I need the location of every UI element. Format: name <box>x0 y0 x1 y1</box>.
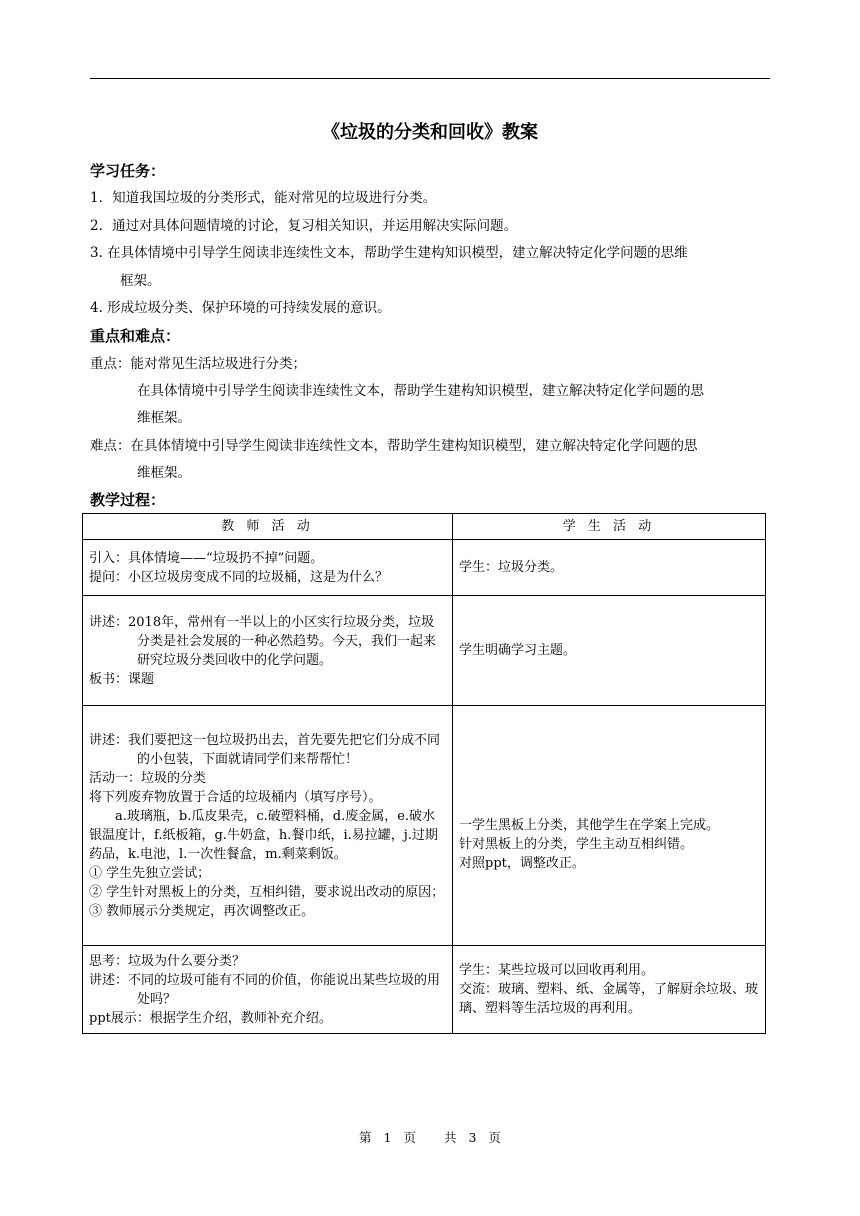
teacher-text: 思考：垃圾为什么要分类？ <box>89 953 246 969</box>
teacher-cell <box>83 946 453 1034</box>
student-text: 对照ppt，调整改正。 <box>459 856 585 871</box>
task-item-4: 4. 形成垃圾分类、保护环境的可持续发展的意识。 <box>90 300 391 316</box>
nandian-line-1 <box>90 436 770 456</box>
student-cell <box>453 540 766 596</box>
table-header-row <box>83 514 766 540</box>
zhongdian-text-1: 能对常见生活垃圾进行分类； <box>130 356 306 372</box>
teacher-text: ① 学生先独立尝试； <box>89 865 211 881</box>
teacher-text: 讲述：不同的垃圾可能有不同的价值，你能说出某些垃圾的用处吗？ <box>89 972 441 1007</box>
teacher-text: 板书：课题 <box>89 671 155 687</box>
key-points-heading: 重点和难点： <box>90 327 181 345</box>
teacher-text: 提问：小区垃圾房变成不同的垃圾桶，这是为什么？ <box>89 569 389 585</box>
zhongdian-line-2: 在具体情境中引导学生阅读非连续性文本，帮助学生建构知识模型，建立解决特定化学问题的思 <box>137 383 704 399</box>
student-text: 学生明确学习主题。 <box>459 643 577 658</box>
teacher-cell <box>83 596 453 706</box>
student-cell <box>453 706 766 946</box>
footer-text: 共 <box>443 1130 457 1145</box>
total-pages: 3 <box>468 1130 477 1145</box>
nandian-label: 难点： <box>90 438 131 454</box>
student-text: 学生：垃圾分类。 <box>459 560 564 575</box>
process-table <box>82 513 766 1034</box>
zhongdian-line-3: 维框架。 <box>137 410 191 426</box>
teacher-text: a.玻璃瓶，b.瓜皮果壳，c.破塑料桶，d.废金属，e.破水银温度计，f.纸板箱，g.牛奶盒，h.餐巾纸，i.易拉罐，j.过期药品，k.电池，l.一次性餐盒，m.剩菜剩饭。 <box>89 808 438 862</box>
student-text: 一学生黑板上分类，其他学生在学案上完成。 <box>459 818 720 833</box>
page-number: 1 <box>383 1130 392 1145</box>
table-row <box>83 706 766 946</box>
task-item-3: 3. 在具体情境中引导学生阅读非连续性文本，帮助学生建构知识模型，建立解决特定化学问题的思维 <box>90 245 688 261</box>
student-column-header: 学 生 活 动 <box>453 514 766 540</box>
teacher-text: 讲述：2018年，常州有一半以上的小区实行垃圾分类，垃圾分类是社会发展的一种必然趋势。今天，我们一起来研究垃圾分类回收中的化学问题。 <box>89 614 437 668</box>
zhongdian-label: 重点： <box>90 356 131 372</box>
table-row <box>83 596 766 706</box>
footer-text: 页 <box>403 1130 416 1145</box>
footer-text: 页 <box>488 1130 501 1145</box>
teacher-text: 将下列废弃物放置于合适的垃圾桶内（填写序号）。 <box>89 789 382 805</box>
student-cell <box>453 596 766 706</box>
teacher-text: 讲述：我们要把这一包垃圾扔出去，首先要先把它们分成不同的小包装，下面就请同学们来帮帮忙！ <box>89 732 441 767</box>
tasks-heading: 学习任务： <box>90 162 166 180</box>
teacher-cell <box>83 706 453 946</box>
process-heading: 教学过程： <box>90 491 166 509</box>
student-text: 学生：某些垃圾可以回收再利用。 <box>459 963 655 978</box>
table-row <box>83 946 766 1034</box>
teacher-text: 活动一：垃圾的分类 <box>89 770 207 786</box>
header-rule <box>90 78 770 79</box>
student-text: 针对黑板上的分类，学生主动互相纠错。 <box>459 837 694 852</box>
teacher-text: ppt展示：根据学生介绍，教师补充介绍。 <box>89 1010 332 1026</box>
teacher-text: 引入：具体情境——“垃圾扔不掉”问题。 <box>89 550 324 566</box>
student-text: 交流：玻璃、塑料、纸、金属等，了解厨余垃圾、玻璃、塑料等生活垃圾的再利用。 <box>459 982 759 1016</box>
zhongdian-line-1 <box>90 354 770 374</box>
table-row <box>83 540 766 596</box>
nandian-text-1: 在具体情境中引导学生阅读非连续性文本，帮助学生建构知识模型，建立解决特定化学问题的思 <box>130 438 698 454</box>
nandian-line-2: 维框架。 <box>137 465 191 481</box>
teacher-text: ③ 教师展示分类规定，再次调整改正。 <box>89 903 315 919</box>
task-item-2: 2．通过对具体问题情境的讨论，复习相关知识，并运用解决实际问题。 <box>90 218 518 234</box>
teacher-text: ② 学生针对黑板上的分类，互相纠错，要求说出改动的原因； <box>89 884 445 900</box>
task-item-3-cont: 框架。 <box>120 273 161 289</box>
teacher-cell <box>83 540 453 596</box>
task-item-1: 1．知道我国垃圾的分类形式，能对常见的垃圾进行分类。 <box>90 190 437 206</box>
page-footer <box>0 1128 860 1146</box>
teacher-column-header: 教 师 活 动 <box>83 514 453 540</box>
document-title: 《垃圾的分类和回收》教案 <box>322 122 538 143</box>
footer-text: 第 <box>359 1130 372 1145</box>
student-cell <box>453 946 766 1034</box>
